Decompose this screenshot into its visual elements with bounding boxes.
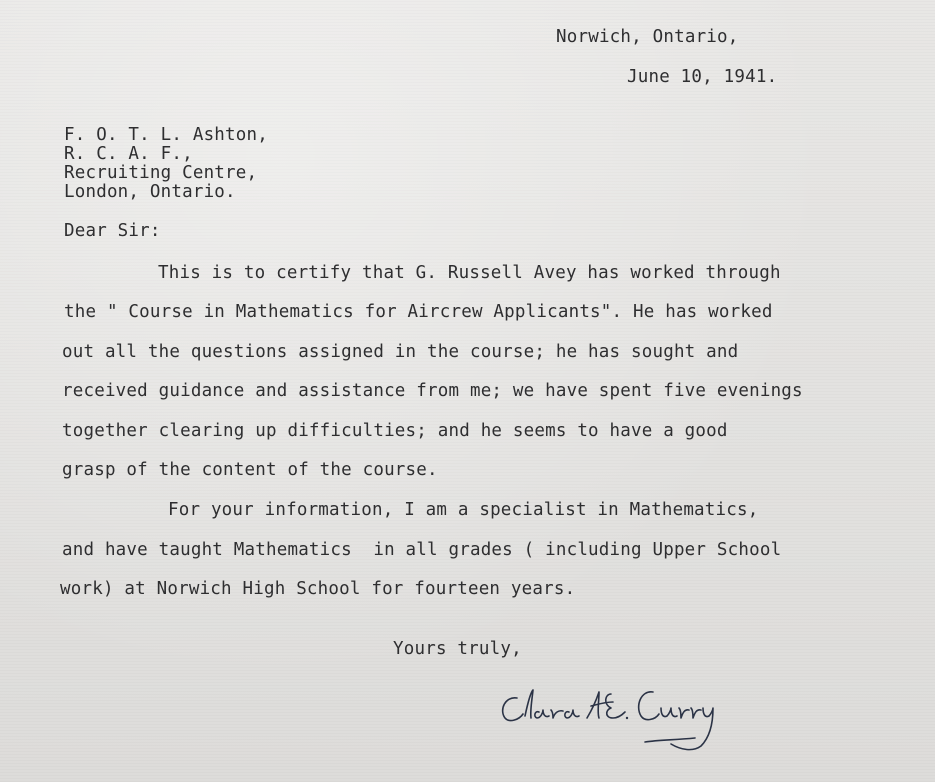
body-line: out all the questions assigned in the course; he has sought and	[62, 342, 739, 362]
body-line: the " Course in Mathematics for Aircrew Applicants". He has worked	[64, 302, 773, 322]
salutation: Dear Sir:	[64, 221, 161, 241]
closing: Yours truly,	[393, 639, 522, 659]
body-line: and have taught Mathematics in all grades ( including Upper School	[62, 540, 782, 560]
recipient-line: F. O. T. L. Ashton,	[64, 125, 268, 145]
body-line: received guidance and assistance from me; we have spent five evenings	[62, 381, 803, 401]
recipient-line: Recruiting Centre,	[64, 163, 258, 183]
body-line: For your information, I am a specialist in Mathematics,	[168, 500, 759, 520]
letter-place: Norwich, Ontario,	[556, 27, 739, 47]
letter-date: June 10, 1941.	[627, 67, 778, 87]
handwritten-signature	[495, 680, 735, 760]
recipient-line: London, Ontario.	[64, 182, 236, 202]
body-line: work) at Norwich High School for fourteen years.	[60, 579, 576, 599]
body-line: grasp of the content of the course.	[62, 460, 438, 480]
body-line: This is to certify that G. Russell Avey has worked through	[158, 263, 781, 283]
recipient-line: R. C. A. F.,	[64, 144, 193, 164]
body-line: together clearing up difficulties; and he seems to have a good	[62, 421, 728, 441]
